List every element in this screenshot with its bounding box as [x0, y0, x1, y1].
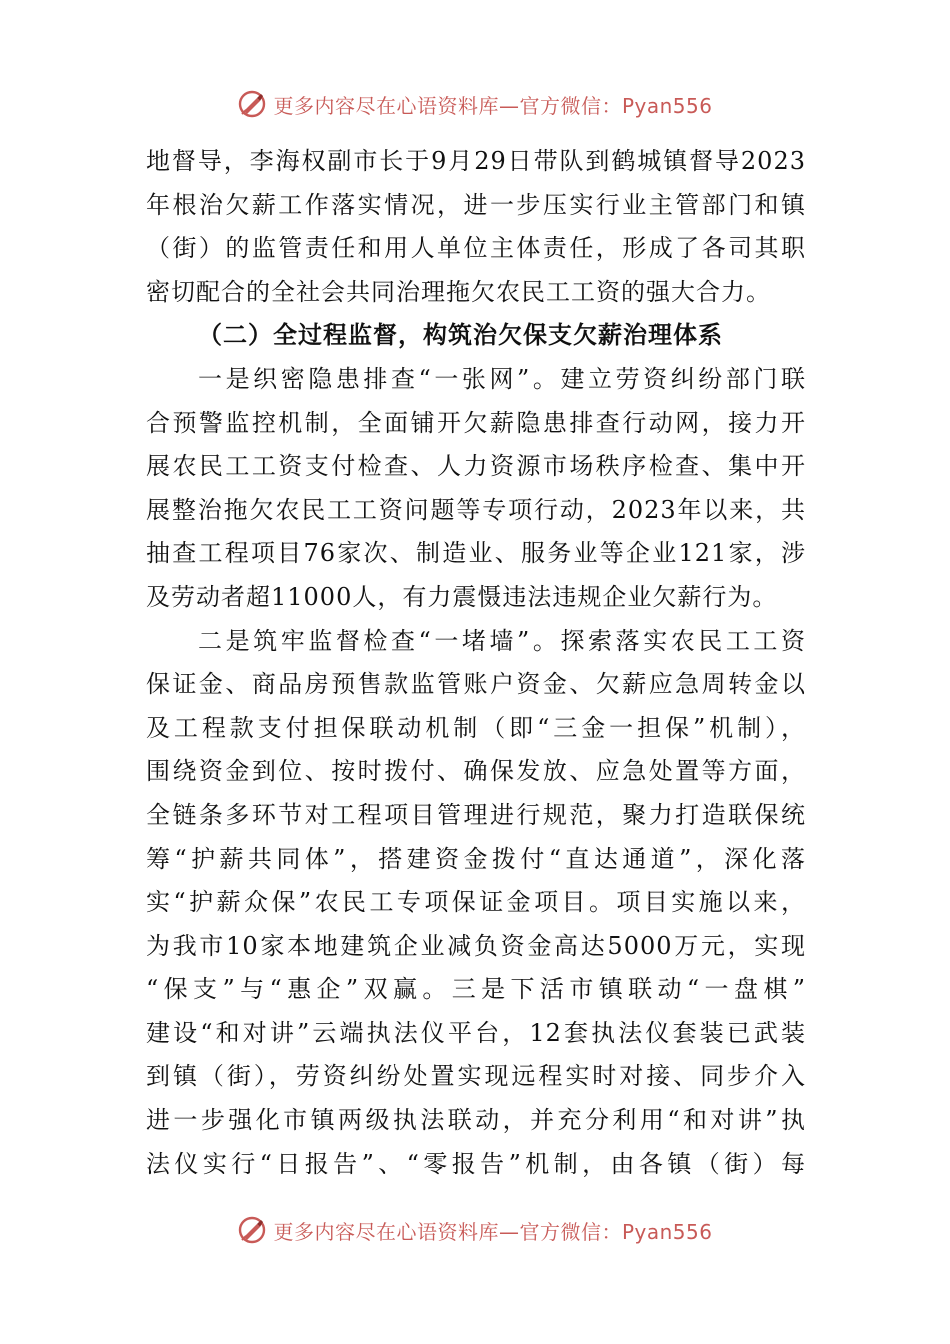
text-line: 实“护薪众保”农民工专项保证金项目。项目实施以来，: [146, 888, 806, 917]
text-line: 一是织密隐患排查“一张网”。建立劳资纠纷部门联: [198, 364, 806, 393]
text-line: 展整治拖欠农民工工资问题等专项行动，2023年以来，共: [146, 495, 806, 524]
text-line: 为我市10家本地建筑企业减负资金高达5000万元，实现: [146, 931, 806, 960]
text-line: “保支”与“惠企”双赢。三是下活市镇联动“一盘棋”: [146, 975, 806, 1004]
text-line: 地督导，李海权副市长于9月29日带队到鹤城镇督导2023: [146, 147, 806, 175]
document-body: [146, 140, 806, 1186]
text-line: 围绕资金到位、按时拨付、确保发放、应急处置等方面，: [146, 757, 806, 786]
text-line: 到镇（街），劳资纠纷处置实现远程实时对接、同步介入: [146, 1062, 806, 1091]
text-line: 年根治欠薪工作落实情况，进一步压实行业主管部门和镇: [146, 190, 806, 219]
text-line: 法仪实行“日报告”、“零报告”机制，由各镇（街）每: [146, 1149, 806, 1178]
watermark-text: 更多内容尽在心语资料库—官方微信：Pyan556: [273, 93, 713, 118]
text-line: 密切配合的全社会共同治理拖欠农民工工资的强大合力。: [146, 277, 771, 306]
text-line: 抽查工程项目76家次、制造业、服务业等企业121家，涉: [146, 539, 806, 568]
section-heading: （二）全过程监督，构筑治欠保支欠薪治理体系: [198, 321, 723, 350]
text-line: 全链条多环节对工程项目管理进行规范，聚力打造联保统: [146, 800, 806, 829]
watermark-footer: [0, 1210, 950, 1250]
pen-logo-icon: [237, 89, 267, 119]
watermark-text: 更多内容尽在心语资料库—官方微信：Pyan556: [273, 1219, 713, 1244]
text-line: 及工程款支付担保联动机制（即“三金一担保”机制），: [146, 713, 806, 742]
watermark-header: [0, 84, 950, 124]
text-line: 二是筑牢监督检查“一堵墙”。探索落实农民工工资: [198, 626, 806, 655]
text-line: （街）的监管责任和用人单位主体责任，形成了各司其职: [146, 234, 806, 263]
text-line: 建设“和对讲”云端执法仪平台，12套执法仪套装已武装: [146, 1018, 806, 1047]
text-line: 进一步强化市镇两级执法联动，并充分利用“和对讲”执: [146, 1106, 806, 1135]
pen-logo-icon: [237, 1215, 267, 1245]
text-line: 展农民工工资支付检查、人力资源市场秩序检查、集中开: [146, 452, 806, 481]
text-line: 保证金、商品房预售款监管账户资金、欠薪应急周转金以: [146, 670, 806, 699]
text-line: 筹“护薪共同体”，搭建资金拨付“直达通道”，深化落: [146, 844, 806, 873]
text-line: 合预警监控机制，全面铺开欠薪隐患排查行动网，接力开: [146, 408, 806, 437]
text-line: 及劳动者超11000人，有力震慑违法违规企业欠薪行为。: [146, 582, 778, 611]
